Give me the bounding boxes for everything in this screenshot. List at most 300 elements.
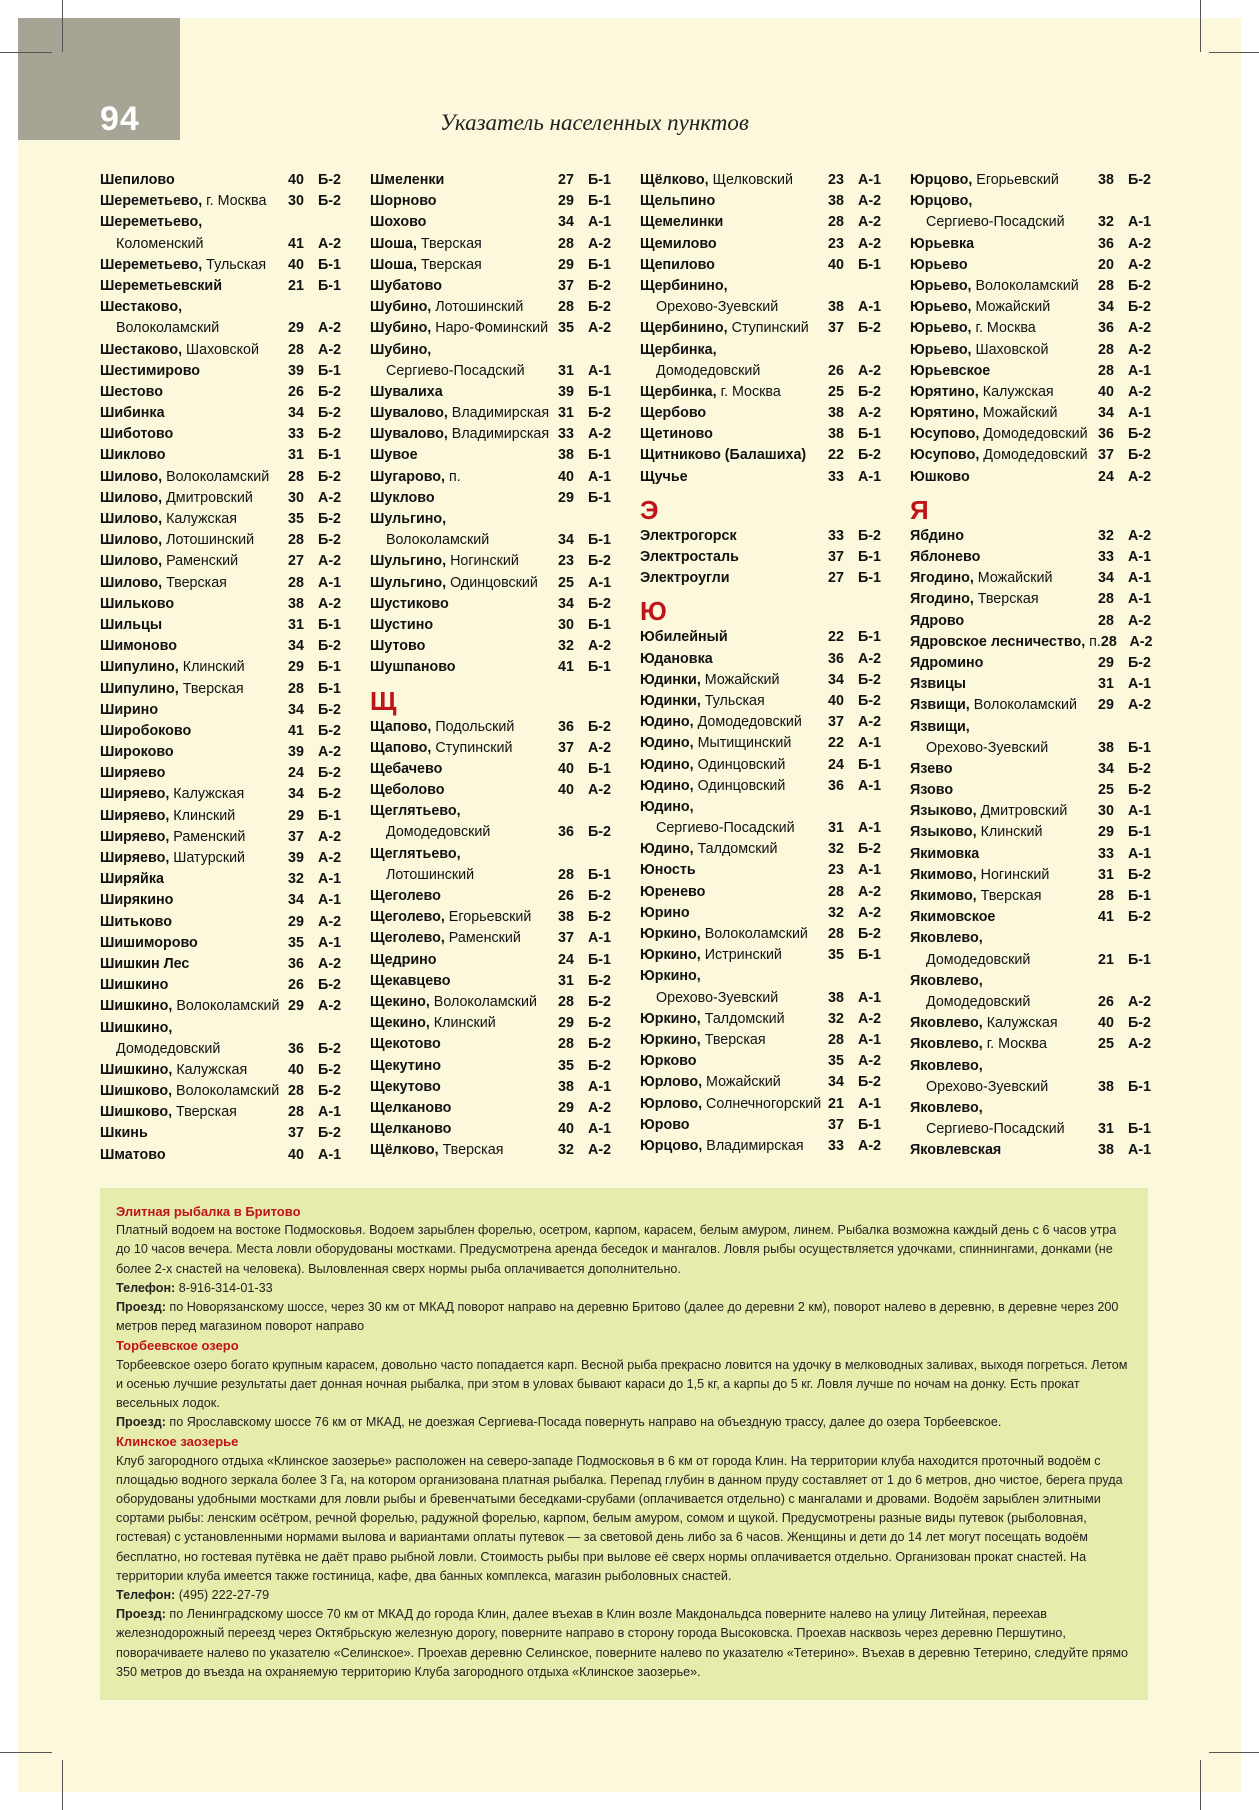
index-entry bbox=[370, 424, 618, 445]
map-page-number: 37 bbox=[828, 549, 844, 565]
map-page-number: 28 bbox=[1098, 612, 1114, 629]
index-entry bbox=[370, 488, 618, 509]
index-entry bbox=[910, 589, 1158, 610]
place-name bbox=[640, 547, 828, 568]
district-name: Солнечногорский bbox=[702, 1095, 822, 1112]
map-grid-code: Б-2 bbox=[1128, 782, 1151, 799]
place-name bbox=[640, 382, 828, 403]
route-value: по Новорязанскому шоссе, через 30 км от МКАД поворот направо на деревню Бритово (далее до деревни 2 км), поворот налево в деревню, в деревне через 200 метров перед магазином поворот направо bbox=[116, 1300, 1119, 1334]
map-page-number: 27 bbox=[288, 553, 304, 570]
district-name: Мытищинский bbox=[693, 735, 792, 752]
index-entry bbox=[640, 1094, 888, 1115]
map-page-number bbox=[1098, 928, 1128, 949]
map-grid-code: А-2 bbox=[858, 1137, 882, 1154]
place-name bbox=[640, 797, 828, 818]
map-grid-code: Б-2 bbox=[1128, 1015, 1151, 1032]
index-entry bbox=[100, 742, 348, 763]
settlement-name: Юдино, bbox=[640, 777, 694, 794]
map-grid-code: Б-2 bbox=[858, 671, 881, 688]
index-entry bbox=[100, 869, 348, 890]
place-name bbox=[640, 234, 828, 255]
page-number-tab bbox=[18, 18, 180, 140]
index-entry bbox=[370, 907, 618, 928]
district-name: Можайский bbox=[700, 671, 780, 688]
map-page-number: 38 bbox=[828, 989, 844, 1006]
index-entry bbox=[100, 1102, 348, 1123]
district-name: Калужская bbox=[982, 1015, 1058, 1032]
district-name: Лотошинский bbox=[386, 866, 475, 883]
map-page-number: 29 bbox=[288, 913, 304, 930]
index-entry bbox=[910, 780, 1158, 801]
map-grid-code: А-2 bbox=[1128, 993, 1152, 1010]
map-page-number: 40 bbox=[558, 468, 574, 485]
settlement-name: Яковлево, bbox=[910, 972, 983, 989]
map-grid-code: А-2 bbox=[858, 883, 882, 900]
map-page-number: 26 bbox=[1098, 993, 1114, 1010]
place-name bbox=[370, 738, 558, 759]
map-grid-code: А-1 bbox=[588, 930, 612, 947]
settlement-name: Языково, bbox=[910, 803, 977, 820]
section-text: Клуб загородного отдыха «Клинское заозерье» расположен на северо-западе Подмосковья в 6 км от города Клин. На территории клуба находится проточный водоём с площадью водного зеркала более 3 Га, на котором организована платная рыбалка. Перепад глубин в данном пруду составляет от 1 до 6 метров, дно чистое, берега пруда оборудованы удобными мостками для ловли рыбы и бревенчатыми беседками-срубами (оплачивается отдельно) с мангалами и дровами. Водоём зарыблен элитными сортами рыбы: ленским осётром, речной форелью, радужной форелью, карпом, белым амуром, сомом и щукой. Предусмотрены разные виды путевок (рыболовная, гостевая) с установленными нормами вылова и вариантами оплаты путевок — за световой день либо за 6 часов. Женщины и дети до 14 лет могут посещать водоём бесплатно, но гостевая путёвка не даёт право рыбной ловли. Стоимость рыбы при вылове её сверх нормы оплачивается отдельно. Организован прокат снастей. На территории клуба имеется также гостиница, кафе, два банных комплекса, магазин рыболовных снастей. bbox=[116, 1453, 1123, 1583]
settlement-name: Юренево bbox=[640, 883, 706, 900]
map-grid-code bbox=[1128, 928, 1158, 949]
settlement-name: Щеголево bbox=[370, 888, 441, 904]
map-page-number: 20 bbox=[1098, 256, 1114, 273]
district-name: Домодедовский bbox=[656, 362, 761, 379]
place-name bbox=[370, 234, 558, 255]
index-column-4 bbox=[910, 170, 1158, 1161]
map-page-number: 41 bbox=[558, 659, 574, 676]
map-page-number: 38 bbox=[828, 426, 844, 443]
index-entry bbox=[910, 992, 1158, 1013]
place-name bbox=[100, 1018, 288, 1039]
district-name: Волоколамский bbox=[700, 926, 808, 942]
index-entry bbox=[100, 234, 348, 255]
index-entry bbox=[910, 1098, 1158, 1119]
settlement-name: Щербинино, bbox=[640, 320, 728, 337]
place-name bbox=[100, 594, 288, 615]
index-column-3 bbox=[640, 170, 888, 1157]
district-name: Дмитровский bbox=[162, 489, 253, 506]
index-entry bbox=[640, 255, 888, 276]
alphabet-letter-heading: Щ bbox=[370, 685, 397, 716]
map-grid-code: А-2 bbox=[858, 714, 882, 731]
district-name: Владимирская bbox=[447, 426, 550, 443]
crop-mark bbox=[1200, 1760, 1201, 1810]
map-grid-code bbox=[858, 340, 888, 361]
map-grid-code: А-2 bbox=[318, 828, 342, 845]
map-page-number: 31 bbox=[558, 972, 574, 989]
map-page-number: 41 bbox=[288, 722, 304, 739]
alphabet-letter-heading: Ю bbox=[640, 596, 667, 627]
index-entry bbox=[100, 276, 348, 297]
map-page-number: 38 bbox=[1098, 172, 1114, 188]
district-name: Одинцовский bbox=[693, 756, 786, 773]
map-grid-code: Б-1 bbox=[318, 447, 341, 464]
map-page-number: 34 bbox=[558, 214, 574, 231]
place-name bbox=[640, 361, 828, 382]
map-page-number: 37 bbox=[828, 1116, 844, 1133]
map-grid-code: Б-2 bbox=[318, 1125, 341, 1142]
index-entry bbox=[640, 547, 888, 568]
settlement-name: Щучье bbox=[640, 468, 688, 485]
route-label: Проезд: bbox=[116, 1415, 166, 1430]
map-page-number: 31 bbox=[288, 447, 304, 464]
map-grid-code: Б-1 bbox=[588, 256, 611, 273]
index-entry bbox=[370, 530, 618, 551]
settlement-name: Шестимирово bbox=[100, 362, 201, 379]
place-name bbox=[100, 488, 288, 509]
map-grid-code bbox=[858, 966, 888, 987]
index-column-1 bbox=[100, 170, 348, 1166]
settlement-name: Юсупово, bbox=[910, 426, 980, 443]
settlement-name: Щекавцево bbox=[370, 972, 451, 989]
map-page-number bbox=[288, 212, 318, 233]
map-grid-code: А-1 bbox=[1128, 570, 1152, 587]
district-name: Орехово-Зуевский bbox=[656, 299, 779, 316]
map-page-number: 28 bbox=[1100, 633, 1117, 650]
settlement-name: Щекутино bbox=[370, 1057, 441, 1074]
place-name bbox=[910, 568, 1098, 589]
map-page-number bbox=[558, 509, 588, 530]
map-grid-code: Б-2 bbox=[318, 977, 341, 994]
settlement-name: Шульгино, bbox=[370, 574, 447, 591]
district-name: Шатурский bbox=[169, 850, 246, 866]
place-name bbox=[910, 170, 1098, 191]
place-name bbox=[640, 424, 828, 445]
index-entry bbox=[370, 191, 618, 212]
index-entry bbox=[910, 886, 1158, 907]
place-name bbox=[100, 530, 288, 551]
index-entry bbox=[370, 971, 618, 992]
place-name bbox=[100, 700, 288, 721]
index-entry bbox=[910, 361, 1158, 382]
place-name bbox=[910, 992, 1098, 1013]
settlement-name: Юрятино, bbox=[910, 383, 979, 400]
place-name bbox=[370, 594, 558, 615]
map-page-number: 38 bbox=[828, 193, 844, 210]
map-page-number: 23 bbox=[828, 235, 844, 252]
map-page-number: 26 bbox=[558, 888, 574, 904]
district-name: Ногинский bbox=[976, 866, 1050, 883]
map-page-number: 33 bbox=[558, 426, 574, 443]
map-page-number: 32 bbox=[288, 871, 304, 888]
place-name bbox=[100, 573, 288, 594]
place-name bbox=[370, 1034, 558, 1055]
map-page-number: 34 bbox=[558, 532, 574, 549]
district-name: Сергиево-Посадский bbox=[926, 1121, 1065, 1138]
place-name bbox=[370, 467, 558, 488]
map-page-number: 36 bbox=[558, 824, 574, 841]
page-header: Указатель населенных пунктов bbox=[440, 110, 749, 135]
settlement-name: Шорново bbox=[370, 193, 437, 210]
map-grid-code: Б-1 bbox=[318, 659, 341, 676]
map-page-number: 29 bbox=[1098, 654, 1114, 671]
index-entry bbox=[640, 212, 888, 233]
index-entry bbox=[640, 903, 888, 924]
index-entry bbox=[370, 950, 618, 971]
map-grid-code: А-1 bbox=[858, 777, 882, 794]
place-name bbox=[100, 869, 288, 890]
place-name bbox=[370, 509, 558, 530]
map-page-number: 37 bbox=[828, 320, 844, 337]
district-name: Калужская bbox=[978, 383, 1054, 400]
map-page-number: 23 bbox=[828, 172, 844, 188]
map-page-number: 32 bbox=[1098, 527, 1114, 544]
settlement-name: Юдино, bbox=[640, 756, 694, 773]
settlement-name: Шульгино, bbox=[370, 553, 447, 570]
settlement-name: Шувалово, bbox=[370, 426, 448, 443]
settlement-name: Шишкино, bbox=[100, 1019, 173, 1036]
index-entry bbox=[640, 382, 888, 403]
map-grid-code: А-2 bbox=[858, 193, 882, 210]
section-title: Клинское заозерье bbox=[116, 1434, 239, 1450]
settlement-name: Ягодино, bbox=[910, 570, 974, 587]
settlement-name: Шилово, bbox=[100, 553, 163, 570]
district-name: г. Москва bbox=[202, 193, 267, 210]
index-entry bbox=[640, 234, 888, 255]
index-entry bbox=[100, 848, 348, 869]
map-page-number: 32 bbox=[558, 638, 574, 655]
place-name bbox=[370, 780, 558, 801]
map-grid-code: А-2 bbox=[588, 426, 612, 443]
map-grid-code: Б-1 bbox=[1128, 739, 1151, 756]
settlement-name: Шишиморово bbox=[100, 934, 198, 951]
map-page-number: 25 bbox=[828, 383, 844, 400]
map-grid-code: Б-2 bbox=[1128, 447, 1151, 464]
index-entry bbox=[910, 170, 1158, 191]
place-name bbox=[640, 445, 828, 466]
index-entry bbox=[640, 340, 888, 361]
place-name bbox=[910, 653, 1098, 674]
place-name bbox=[370, 992, 558, 1013]
place-name bbox=[910, 928, 1098, 949]
map-page-number: 34 bbox=[288, 701, 304, 718]
settlement-name: Юрьево, bbox=[910, 299, 972, 316]
district-name: Домодедовский bbox=[979, 426, 1088, 443]
settlement-name: Щеголево, bbox=[370, 909, 445, 926]
map-grid-code: А-1 bbox=[1128, 803, 1152, 820]
place-name bbox=[370, 255, 558, 276]
map-page-number: 22 bbox=[828, 629, 844, 646]
map-page-number: 28 bbox=[1098, 888, 1114, 904]
place-name bbox=[910, 611, 1098, 632]
index-entry bbox=[100, 615, 348, 636]
map-page-number: 24 bbox=[288, 765, 304, 782]
map-grid-code: Б-2 bbox=[318, 383, 341, 400]
map-page-number: 40 bbox=[828, 256, 844, 273]
place-name bbox=[100, 191, 288, 212]
index-entry bbox=[100, 573, 348, 594]
map-grid-code: Б-2 bbox=[588, 553, 611, 570]
index-entry bbox=[640, 191, 888, 212]
map-page-number: 33 bbox=[828, 527, 844, 544]
place-name bbox=[370, 1098, 558, 1119]
place-name bbox=[370, 488, 558, 509]
settlement-name: Юдановка bbox=[640, 650, 713, 667]
map-grid-code: А-1 bbox=[318, 574, 342, 591]
index-entry bbox=[640, 966, 888, 987]
settlement-name: Якимово, bbox=[910, 888, 977, 904]
map-page-number: 38 bbox=[1098, 739, 1114, 756]
place-name bbox=[100, 615, 288, 636]
map-page-number: 39 bbox=[288, 850, 304, 866]
index-entry bbox=[910, 801, 1158, 822]
map-grid-code: А-1 bbox=[858, 735, 882, 752]
settlement-name: Юбилейный bbox=[640, 629, 728, 646]
map-grid-code: Б-2 bbox=[588, 299, 611, 316]
index-column-2 bbox=[370, 170, 618, 1161]
settlement-name: Шестово bbox=[100, 383, 163, 400]
place-name bbox=[640, 755, 828, 776]
map-grid-code: Б-2 bbox=[318, 786, 341, 803]
settlement-name: Щедрино bbox=[370, 951, 437, 968]
place-name bbox=[910, 297, 1098, 318]
place-name bbox=[370, 907, 558, 928]
index-entry bbox=[100, 996, 348, 1017]
settlement-name: Ягодино, bbox=[910, 591, 974, 608]
index-entry bbox=[640, 670, 888, 691]
map-page-number: 36 bbox=[558, 718, 574, 735]
map-page-number: 28 bbox=[828, 214, 844, 231]
map-page-number: 28 bbox=[558, 993, 574, 1010]
map-grid-code: Б-2 bbox=[318, 468, 341, 485]
index-entry bbox=[370, 594, 618, 615]
map-page-number bbox=[828, 340, 858, 361]
place-name bbox=[910, 1077, 1098, 1098]
index-entry bbox=[370, 445, 618, 466]
place-name bbox=[370, 424, 558, 445]
settlement-name: Шилово, bbox=[100, 468, 163, 485]
index-entry bbox=[370, 551, 618, 572]
place-name bbox=[640, 467, 828, 488]
map-page-number: 31 bbox=[828, 820, 844, 837]
settlement-name: Щербинка, bbox=[640, 341, 717, 358]
place-name bbox=[640, 403, 828, 424]
map-page-number: 21 bbox=[288, 277, 304, 294]
map-grid-code: А-2 bbox=[588, 1099, 612, 1116]
map-page-number: 36 bbox=[828, 777, 844, 794]
settlement-name: Шепилово bbox=[100, 172, 175, 188]
map-grid-code: Б-1 bbox=[318, 256, 341, 273]
settlement-name: Шубатово bbox=[370, 277, 442, 294]
map-page-number: 31 bbox=[1098, 866, 1114, 883]
map-page-number: 30 bbox=[1098, 803, 1114, 820]
map-grid-code: Б-1 bbox=[858, 256, 881, 273]
map-grid-code: Б-1 bbox=[318, 807, 341, 824]
index-entry bbox=[370, 636, 618, 657]
map-grid-code: Б-2 bbox=[588, 824, 611, 841]
index-entry bbox=[370, 759, 618, 780]
section-title: Элитная рыбалка в Бритово bbox=[116, 1204, 301, 1219]
place-name bbox=[640, 733, 828, 754]
map-grid-code: Б-2 bbox=[858, 692, 881, 709]
district-name: Егорьевский bbox=[972, 172, 1059, 188]
map-grid-code: А-2 bbox=[858, 362, 882, 379]
index-entry bbox=[100, 933, 348, 954]
section-text: Торбеевское озеро богато крупным карасем, довольно часто попадается карп. Весной рыба прекрасно ловится на удочку в мелководных заливах, выходя погреться. Летом и осенью лучшие результаты дает донная ночная рыбалка, при этом в уловах бывают караси до 1,5 кг, а карпы до 5 кг. Ловля лучше по ночам на донку. Есть прокат весельных лодок. bbox=[116, 1357, 1128, 1411]
place-name bbox=[910, 632, 1101, 653]
index-entry bbox=[910, 276, 1158, 297]
settlement-name: Ядровское лесничество, bbox=[910, 633, 1086, 650]
place-name bbox=[640, 1115, 828, 1136]
district-name: Подольский bbox=[431, 718, 515, 735]
index-entry bbox=[370, 1119, 618, 1140]
index-entry bbox=[640, 467, 888, 488]
index-entry bbox=[100, 912, 348, 933]
district-name: Можайский bbox=[973, 570, 1053, 587]
place-name bbox=[910, 340, 1098, 361]
settlement-name: Шитьково bbox=[100, 913, 172, 930]
place-name bbox=[640, 1072, 828, 1093]
settlement-name: Ширино bbox=[100, 701, 159, 718]
map-page-number: 36 bbox=[288, 1040, 304, 1057]
place-name bbox=[640, 526, 828, 547]
map-grid-code: Б-1 bbox=[1128, 824, 1151, 841]
settlement-name: Юдинки, bbox=[640, 671, 701, 688]
map-grid-code: А-2 bbox=[858, 235, 882, 252]
settlement-name: Яблонево bbox=[910, 549, 981, 565]
district-name: Раменский bbox=[444, 930, 521, 947]
index-entry bbox=[100, 763, 348, 784]
map-page-number bbox=[828, 966, 858, 987]
phone-value: 8-916-314-01-33 bbox=[175, 1280, 273, 1295]
map-page-number: 37 bbox=[558, 739, 574, 756]
map-grid-code: А-2 bbox=[1129, 633, 1153, 650]
map-grid-code: А-2 bbox=[1128, 235, 1152, 252]
place-name bbox=[370, 971, 558, 992]
map-page-number: 40 bbox=[558, 760, 574, 777]
map-page-number: 38 bbox=[558, 909, 574, 926]
phone-label: Телефон: bbox=[116, 1588, 176, 1603]
map-grid-code: А-2 bbox=[858, 650, 882, 667]
place-name bbox=[100, 933, 288, 954]
settlement-name: Юрцово, bbox=[910, 172, 973, 188]
district-name: Тверская bbox=[700, 1031, 766, 1048]
place-name bbox=[370, 403, 558, 424]
index-entry bbox=[910, 611, 1158, 632]
settlement-name: Юрлово, bbox=[640, 1095, 703, 1112]
place-name bbox=[910, 865, 1098, 886]
index-entry bbox=[100, 255, 348, 276]
map-grid-code: А-1 bbox=[318, 871, 342, 888]
phone-value: (495) 222-27-79 bbox=[175, 1588, 270, 1603]
settlement-name: Юдино, bbox=[640, 841, 694, 858]
place-name bbox=[100, 954, 288, 975]
map-page-number: 32 bbox=[558, 1142, 574, 1159]
index-entry bbox=[910, 467, 1158, 488]
map-grid-code bbox=[1128, 191, 1158, 212]
settlement-name: Электросталь bbox=[640, 549, 739, 565]
settlement-name: Шубино, bbox=[370, 299, 432, 316]
place-name bbox=[640, 649, 828, 670]
settlement-name: Якимовское bbox=[910, 909, 996, 926]
index-entry bbox=[100, 191, 348, 212]
settlement-name: Шилово, bbox=[100, 511, 163, 527]
place-name bbox=[910, 526, 1098, 547]
district-name: Сергиево-Посадский bbox=[926, 214, 1065, 231]
map-page-number: 34 bbox=[288, 786, 304, 803]
place-name bbox=[640, 776, 828, 797]
map-page-number: 40 bbox=[288, 172, 304, 188]
map-grid-code: Б-1 bbox=[858, 426, 881, 443]
district-name: Ногинский bbox=[446, 553, 519, 570]
district-name: Наро-Фоминский bbox=[431, 320, 549, 337]
settlement-name: Шушпаново bbox=[370, 659, 456, 676]
settlement-name: Юркино, bbox=[640, 1031, 701, 1048]
settlement-name: Щекотово bbox=[370, 1036, 441, 1053]
index-entry bbox=[910, 547, 1158, 568]
